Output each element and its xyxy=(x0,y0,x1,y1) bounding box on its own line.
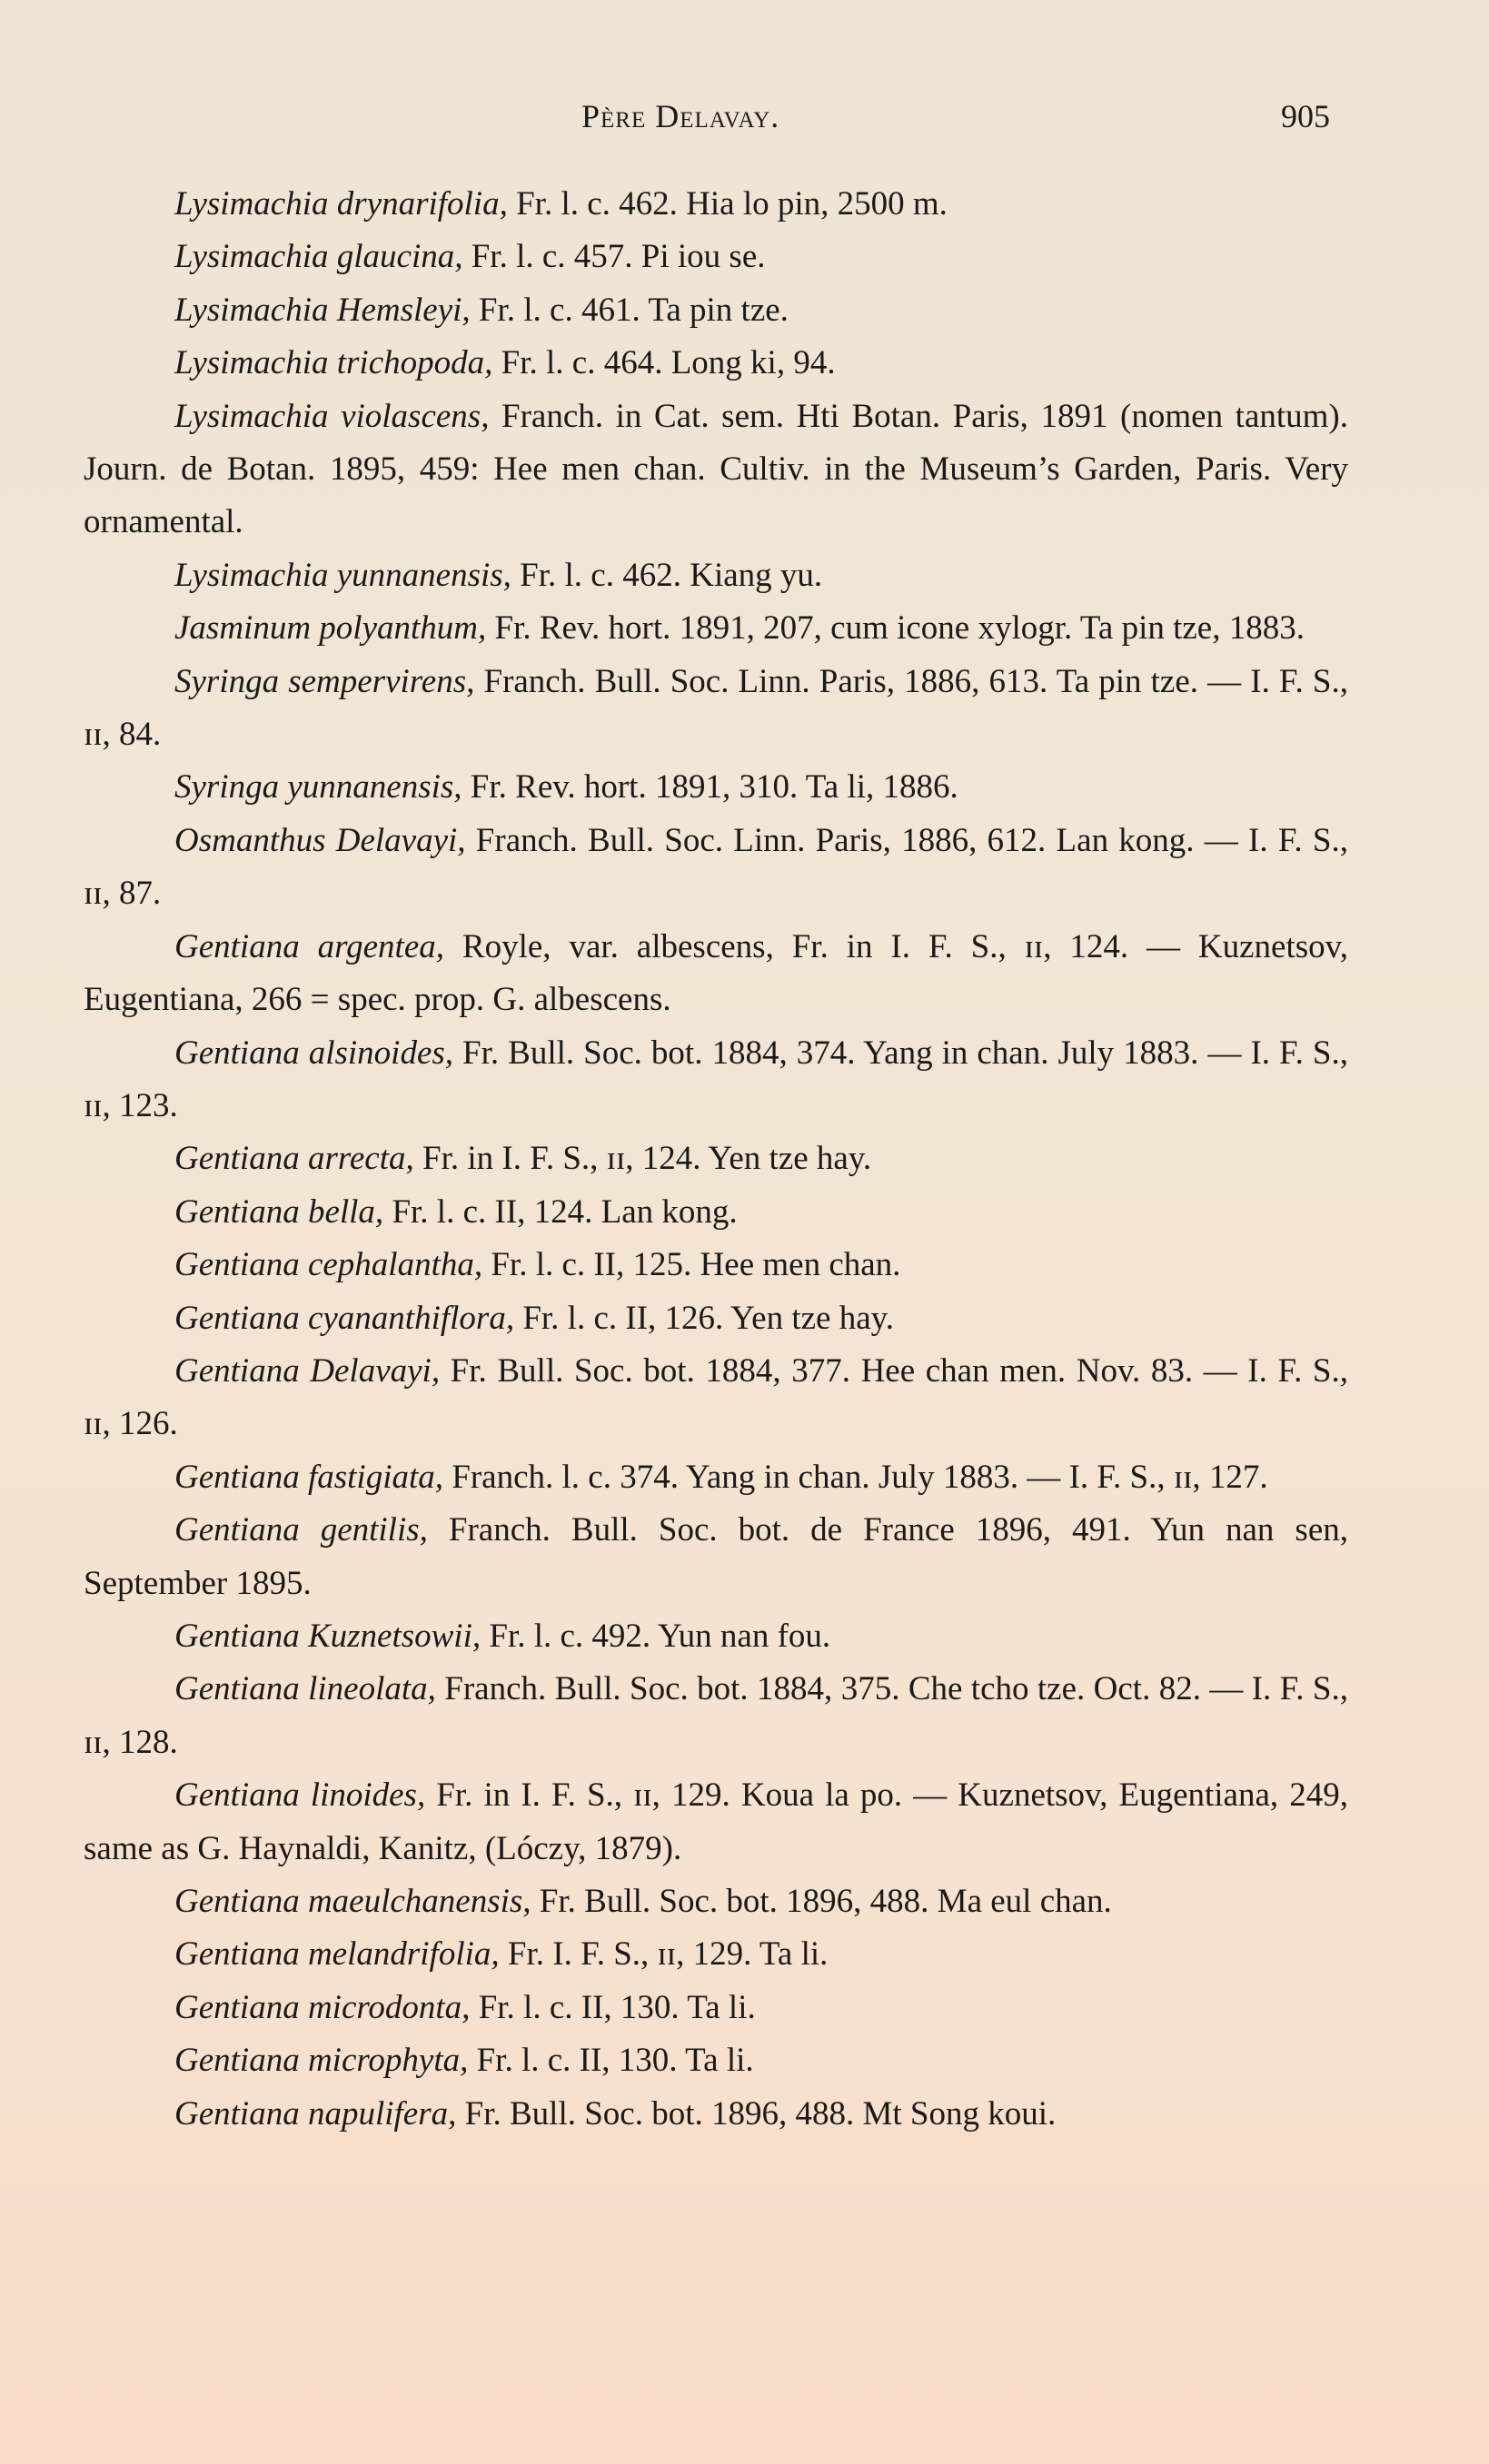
species-entry xyxy=(84,1239,1348,1291)
species-entry xyxy=(84,1292,1348,1345)
species-name: Gentiana melandrifolia, xyxy=(174,1935,500,1974)
species-reference: Fr. l. c. 464. Long ki, 94. xyxy=(492,344,836,382)
species-name: Syringa sempervirens, xyxy=(174,662,475,700)
species-reference: Franch. in Cat. sem. Hti Botan. Paris, 1891 (nomen tantum). Journ. de Botan. 1895, 459: Hee men chan. Cultiv. in the Museum’s Garden, Paris. Very ornamental. xyxy=(84,397,1348,541)
species-entry xyxy=(84,284,1348,337)
species-name: Osmanthus Delavayi, xyxy=(174,821,466,859)
species-entry xyxy=(84,1027,1348,1133)
species-reference: Fr. l. c. 462. Hia lo pin, 2500 m. xyxy=(507,185,948,223)
species-reference: Fr. Bull. Soc. bot. 1896, 488. Ma eul chan. xyxy=(531,1883,1112,1920)
species-name: Gentiana alsinoides, xyxy=(174,1034,454,1072)
species-reference: Fr. l. c. II, 125. Hee men chan. xyxy=(482,1246,901,1284)
species-entry xyxy=(84,1875,1348,1928)
running-head xyxy=(0,94,1489,138)
species-reference: Franch. Bull. Soc. bot. de France 1896, 491. Yun nan sen, September 1895. xyxy=(84,1511,1348,1602)
species-entry xyxy=(84,1928,1348,1981)
species-entry xyxy=(84,1982,1348,2034)
species-reference: Fr. in I. F. S., ɪɪ, 124. Yen tze hay. xyxy=(413,1140,872,1178)
species-entry xyxy=(84,602,1348,655)
species-reference: Fr. l. c. 492. Yun nan fou. xyxy=(481,1617,831,1655)
species-list xyxy=(84,178,1348,2141)
species-reference: Fr. in I. F. S., ɪɪ, 129. Koua la po. — Kuznetsov, Eugentiana, 249, same as G. Haynaldi, Kanitz, (Lóczy, 1879). xyxy=(84,1776,1348,1867)
species-name: Syringa yunnanensis, xyxy=(174,768,462,806)
species-entry xyxy=(84,337,1348,390)
species-entry xyxy=(84,1451,1348,1504)
species-name: Gentiana microdonta, xyxy=(174,1988,471,2026)
species-reference: Fr. Bull. Soc. bot. 1884, 377. Hee chan men. Nov. 83. — I. F. S., ɪɪ, 126. xyxy=(84,1351,1348,1443)
species-name: Lysimachia violascens, xyxy=(174,397,490,435)
species-name: Gentiana gentilis, xyxy=(174,1511,428,1549)
species-name: Gentiana arrecta, xyxy=(174,1140,414,1178)
species-name: Lysimachia drynarifolia, xyxy=(174,185,508,223)
species-name: Gentiana linoides, xyxy=(174,1776,426,1815)
species-reference: Fr. Bull. Soc. bot. 1896, 488. Mt Song koui. xyxy=(456,2094,1057,2132)
species-name: Gentiana bella, xyxy=(174,1192,384,1231)
species-reference: Fr. l. c. II, 130. Ta li. xyxy=(468,2042,754,2080)
species-name: Gentiana microphyta, xyxy=(174,2042,469,2080)
species-name: Lysimachia Hemsleyi, xyxy=(174,291,471,329)
species-entry xyxy=(84,231,1348,283)
species-reference: Fr. l. c. II, 130. Ta li. xyxy=(470,1988,756,2026)
species-entry xyxy=(84,1663,1348,1769)
species-entry xyxy=(84,921,1348,1027)
species-name: Gentiana Kuznetsowii, xyxy=(174,1617,481,1655)
species-entry xyxy=(84,391,1348,549)
species-entry xyxy=(84,1186,1348,1239)
species-entry xyxy=(84,656,1348,762)
species-entry xyxy=(84,1504,1348,1610)
species-reference: Franch. Bull. Soc. Linn. Paris, 1886, 612. Lan kong. — I. F. S., ɪɪ, 87. xyxy=(84,821,1348,913)
species-name: Gentiana napulifera, xyxy=(174,2094,457,2132)
species-name: Gentiana cephalantha, xyxy=(174,1246,483,1284)
species-reference: Fr. l. c. 457. Pi iou se. xyxy=(462,238,766,276)
species-entry xyxy=(84,1610,1348,1663)
species-reference: Franch. Bull. Soc. bot. 1884, 375. Che tcho tze. Oct. 82. — I. F. S., ɪɪ, 128. xyxy=(84,1670,1348,1761)
species-reference: Fr. l. c. II, 126. Yen tze hay. xyxy=(514,1299,894,1337)
species-name: Gentiana fastigiata, xyxy=(174,1458,443,1496)
species-reference: Fr. Rev. hort. 1891, 310. Ta li, 1886. xyxy=(462,768,958,806)
species-name: Gentiana lineolata, xyxy=(174,1670,436,1708)
species-reference: Fr. I. F. S., ɪɪ, 129. Ta li. xyxy=(499,1935,829,1974)
species-reference: Fr. Rev. hort. 1891, 207, cum icone xylogr. Ta pin tze, 1883. xyxy=(486,609,1305,648)
species-entry xyxy=(84,2088,1348,2141)
species-reference: Fr. Bull. Soc. bot. 1884, 374. Yang in chan. July 1883. — I. F. S., ɪɪ, 123. xyxy=(84,1034,1348,1124)
species-entry xyxy=(84,1133,1348,1185)
species-entry xyxy=(84,2034,1348,2087)
species-name: Lysimachia trichopoda, xyxy=(174,344,493,382)
species-entry xyxy=(84,1345,1348,1451)
species-reference: Fr. l. c. 461. Ta pin tze. xyxy=(470,291,789,329)
species-entry xyxy=(84,1769,1348,1875)
species-reference: Fr. l. c. 462. Kiang yu. xyxy=(511,556,823,594)
species-name: Lysimachia yunnanensis, xyxy=(174,556,511,594)
species-name: Gentiana maeulchanensis, xyxy=(174,1883,531,1920)
species-reference: Franch. Bull. Soc. Linn. Paris, 1886, 613. Ta pin tze. — I. F. S., ɪɪ, 84. xyxy=(84,662,1348,754)
running-title: Père Delavay. xyxy=(581,98,780,134)
species-reference: Fr. l. c. II, 124. Lan kong. xyxy=(383,1192,738,1231)
species-name: Gentiana argentea, xyxy=(174,927,445,965)
species-entry xyxy=(84,549,1348,602)
species-entry xyxy=(84,761,1348,814)
page-number: 905 xyxy=(1281,98,1330,134)
species-entry xyxy=(84,178,1348,231)
species-name: Gentiana cyananthiflora, xyxy=(174,1299,515,1337)
species-entry xyxy=(84,815,1348,921)
species-name: Gentiana Delavayi, xyxy=(174,1351,441,1390)
species-reference: Royle, var. albescens, Fr. in I. F. S., ɪɪ, 124. — Kuznetsov, Eugentiana, 266 = spec. prop. G. albescens. xyxy=(84,927,1348,1019)
species-name: Jasminum polyanthum, xyxy=(174,609,487,648)
species-name: Lysimachia glaucina, xyxy=(174,238,463,276)
species-reference: Franch. l. c. 374. Yang in chan. July 1883. — I. F. S., ɪɪ, 127. xyxy=(443,1458,1268,1496)
